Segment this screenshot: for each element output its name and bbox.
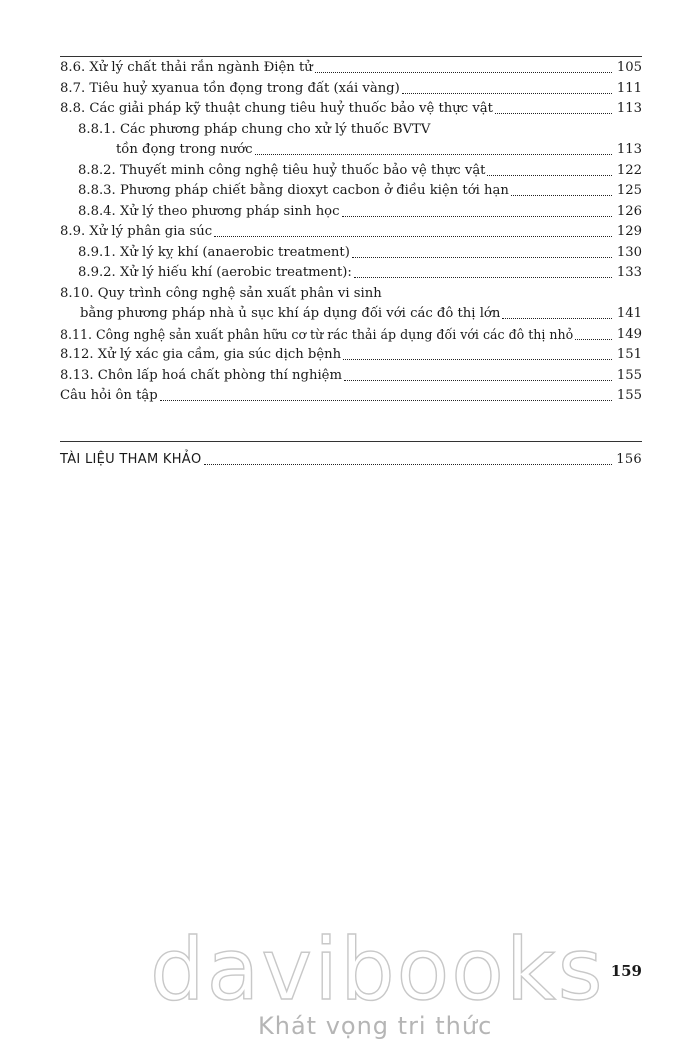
toc-entry-title: 8.9.1. Xử lý kỵ khí (anaerobic treatment) [78,243,352,264]
toc-entry[interactable] [60,58,642,79]
leader-dots [204,463,614,465]
toc-entry[interactable] [60,386,642,407]
toc-entry-title: 8.7. Tiêu huỷ xyanua tồn đọng trong đất (xái vàng) [60,79,402,100]
leader-dots [352,256,614,258]
toc-entry[interactable] [60,345,642,366]
leader-dots [344,379,614,381]
toc-entry-page: 151 [612,345,642,366]
toc-entry-page: 125 [612,181,642,202]
toc-entry[interactable] [60,99,642,120]
toc-entry-title-continued: bằng phương pháp nhà ủ sục khí áp dụng đối với các đô thị lớn [80,304,502,325]
toc-entry[interactable] [60,202,642,223]
toc-entry-page: 155 [612,386,642,407]
watermark-logo: davibooks [150,920,605,1020]
leader-dots [487,174,614,176]
toc-entry-page: 156 [612,450,642,471]
toc-entry-title-continued: tồn đọng trong nước [116,140,255,161]
toc-entry[interactable] [60,161,642,182]
toc-entry-title: 8.8.3. Phương pháp chiết bằng dioxyt cacbon ở điều kiện tới hạn [78,181,511,202]
leader-dots [255,153,614,155]
toc-entry-title: TÀI LIỆU THAM KHẢO [60,450,204,471]
toc-entry-title: 8.12. Xử lý xác gia cầm, gia súc dịch bệnh [60,345,343,366]
toc-entry[interactable] [60,222,642,243]
toc-entry-page: 133 [612,263,642,284]
toc-entry-page: 113 [612,140,642,161]
toc-entry[interactable] [60,304,642,325]
toc-entry-title: 8.8.2. Thuyết minh công nghệ tiêu huỷ thuốc bảo vệ thực vật [78,161,487,182]
toc-entry-title: 8.8.1. Các phương pháp chung cho xử lý thuốc BVTV [78,120,432,141]
leader-dots [342,215,614,217]
toc-entry-title: 8.11. Công nghệ sản xuất phân hữu cơ từ rác thải áp dụng đối với các đô thị nhỏ [60,325,575,346]
toc-entry-title: 8.9. Xử lý phân gia súc [60,222,214,243]
leader-dots [511,194,614,196]
toc-entry-title: 8.9.2. Xử lý hiếu khí (aerobic treatment): [78,263,354,284]
toc-entry[interactable] [60,79,642,100]
toc-entry-references[interactable] [60,450,642,471]
page-number: 159 [610,962,642,980]
toc-entry-title: 8.6. Xử lý chất thải rắn ngành Điện tử [60,58,315,79]
watermark-tagline: Khát vọng tri thức [258,1012,493,1040]
toc-entry-page: 105 [612,58,642,79]
toc-entry-page: 130 [612,243,642,264]
leader-dots [402,92,614,94]
leader-dots [495,112,614,114]
toc-entry[interactable] [60,366,642,387]
toc-entry-title: 8.13. Chôn lấp hoá chất phòng thí nghiệm [60,366,344,387]
toc-entry[interactable] [60,181,642,202]
leader-dots [214,235,614,237]
leader-dots [315,71,614,73]
leader-dots [160,399,614,401]
toc-entry-page: 126 [612,202,642,223]
toc-entry-title: 8.10. Quy trình công nghệ sản xuất phân vi sinh [60,284,384,305]
toc-entry-title: 8.8. Các giải pháp kỹ thuật chung tiêu huỷ thuốc bảo vệ thực vật [60,99,495,120]
toc-entry-page: 113 [612,99,642,120]
toc-entry-title: Câu hỏi ôn tập [60,386,160,407]
toc-entry-page: 149 [612,325,642,346]
toc-entry-title: 8.8.4. Xử lý theo phương pháp sinh học [78,202,342,223]
toc-entry[interactable] [60,263,642,284]
table-of-contents [60,58,642,407]
toc-entry-page: 111 [612,79,642,100]
leader-dots [502,317,614,319]
toc-entry[interactable] [60,140,642,161]
toc-entry[interactable] [60,243,642,264]
toc-entry-first-line[interactable] [60,120,642,141]
toc-entry[interactable] [60,325,642,346]
references-entry-block [60,450,642,471]
section-rule [60,441,642,442]
toc-entry-page: 129 [612,222,642,243]
leader-dots [354,276,614,278]
toc-entry-first-line[interactable] [60,284,642,305]
toc-entry-page: 155 [612,366,642,387]
toc-entry-page: 122 [612,161,642,182]
toc-entry-page: 141 [612,304,642,325]
leader-dots [575,338,614,340]
leader-dots [343,358,614,360]
top-rule [60,56,642,57]
